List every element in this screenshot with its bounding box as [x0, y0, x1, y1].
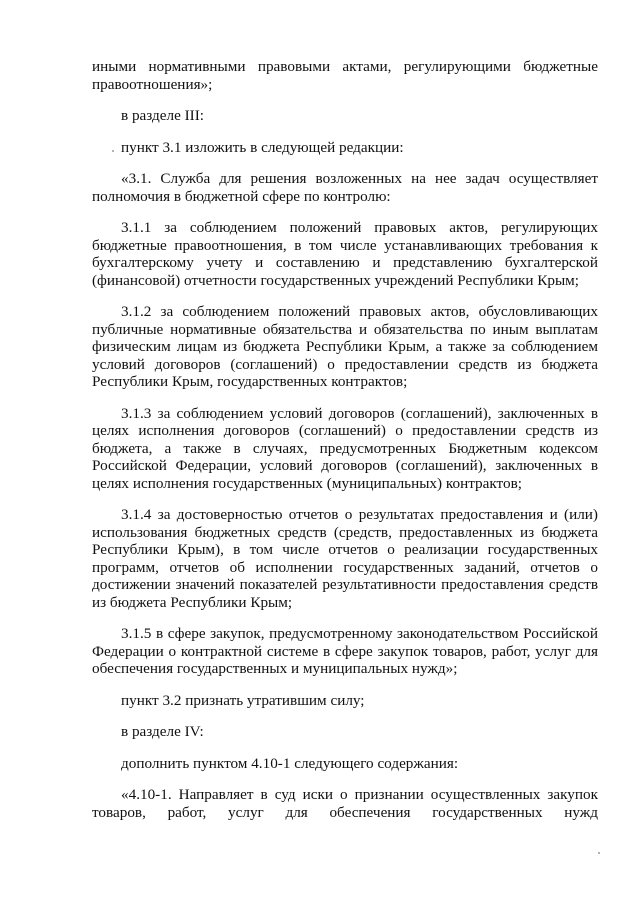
paragraph-item-3-1-2: 3.1.2 за соблюдением положений правовых актов, обусловливающих публичные нормативные обязательства и обязательства по иным выплатам физическим лицам из бюджета Республики Крым, а также за соблюдением условий договоров (соглашений) о предоставлении средств из бюджета Республики Крым, государственных контрактов; [92, 303, 598, 390]
document-body [92, 58, 598, 835]
paragraph-item-3-1-5: 3.1.5 в сфере закупок, предусмотренному законодательством Российской Федерации о контрактной системе в сфере закупок товаров, работ, услуг для обеспечения государственных и муниципальных нужд»; [92, 625, 598, 677]
scan-speck [598, 852, 600, 854]
paragraph-section-iv: в разделе IV: [121, 723, 204, 740]
paragraph-add-item-4-10-1: дополнить пунктом 4.10-1 следующего содержания: [121, 754, 459, 772]
scan-speck [112, 150, 114, 152]
paragraph-item-3-2: пункт 3.2 признать утратившим силу; [121, 691, 365, 709]
paragraph-continuation: иными нормативными правовыми актами, регулирующими бюджетные правоотношения»; [92, 58, 598, 93]
paragraph-item-3-1: «3.1. Служба для решения возложенных на нее задач осуществляет полномочия в бюджетной сфере по контролю: [92, 170, 598, 205]
paragraph-item-4-10-1: «4.10-1. Направляет в суд иски о признании осуществленных закупок товаров, работ, услуг для обеспечения государственных нужд [92, 786, 598, 821]
paragraph-item-3-1-3: 3.1.3 за соблюдением условий договоров (соглашений), заключенных в целях исполнения договоров (соглашений) о предоставлении средств из бюджета, а также в случаях, предусмотренных Бюджетным кодексом Российской Федерации, условий договоров (соглашений), заключенных в целях исполнения государственных (муниципальных) контрактов; [92, 404, 598, 492]
paragraph-item-3-1-4: 3.1.4 за достоверностью отчетов о результатах предоставления и (или) использования бюджетных средств (средств, предоставленных из бюджета Республики Крым), в том числе отчетов о реализации государственных программ, отчетов об исполнении государственных заданий, отчетов о достижении значений показателей результативности предоставления средств из бюджета Республики Крым; [92, 506, 598, 611]
paragraph-item-3-1-edit: пункт 3.1 изложить в следующей редакции: [121, 138, 404, 156]
paragraph-section-iii: в разделе III: [121, 107, 205, 124]
paragraph-item-3-1-1: 3.1.1 за соблюдением положений правовых актов, регулирующих бюджетные правоотношения, в том числе устанавливающих требования к бухгалтерскому учету и составлению и представлению бухгалтерской (финансовой) отчетности государственных учреждений Республики Крым; [92, 219, 598, 289]
